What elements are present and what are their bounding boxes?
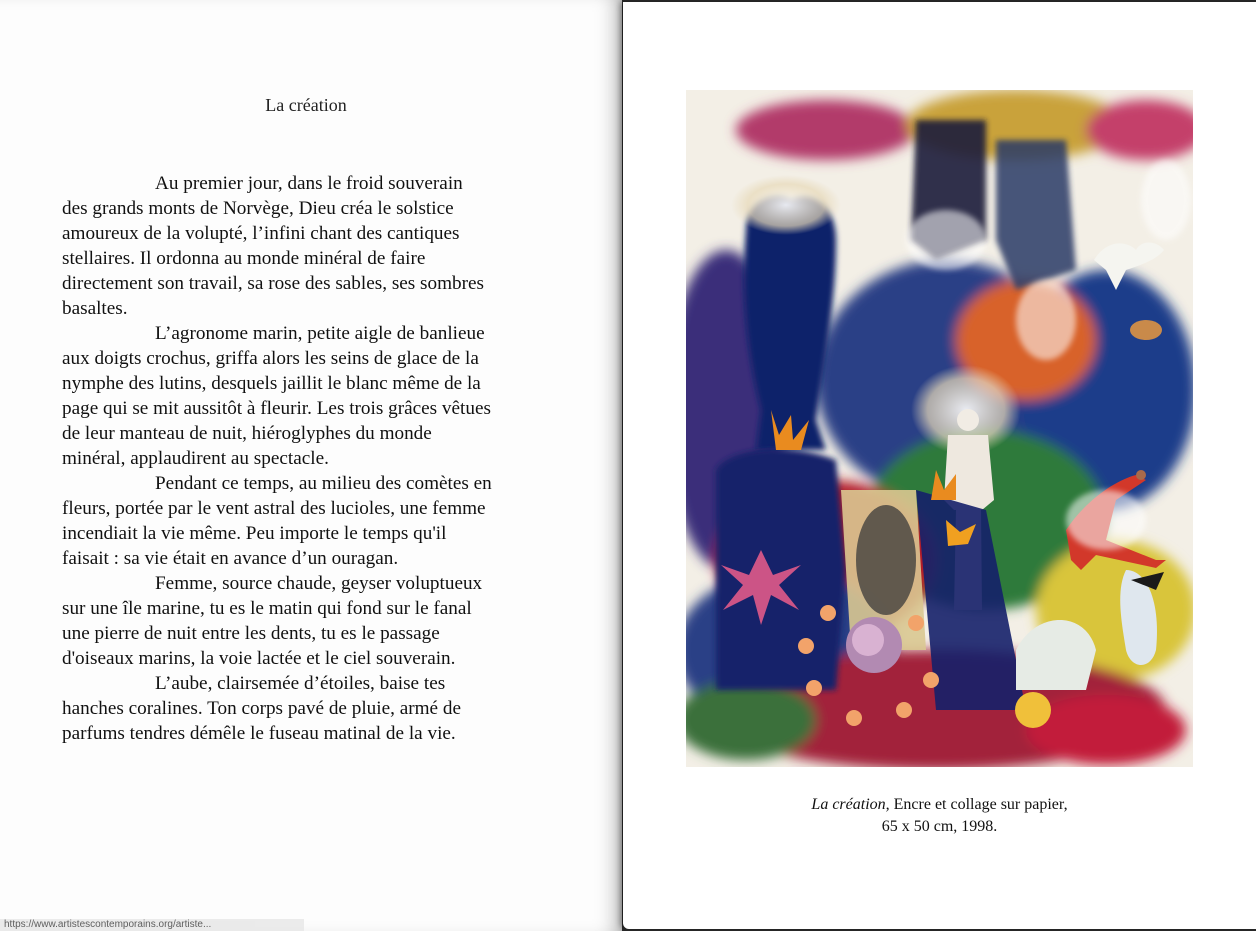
poem-stanza: Au premier jour, dans le froid souverain des grands monts de Norvège, Dieu créa le solstice amoureux de la volupté, l’infini chant des cantiques stellaires. Il ordonna au monde minéral de faire directement son travail, sa rose des sables, ses sombres basaltes. (62, 173, 485, 319)
artwork-caption (623, 794, 1256, 838)
caption-line-1 (623, 794, 1256, 816)
poem-stanza: L’agronome marin, petite aigle de banlieue aux doigts crochus, griffa alors les seins de glace de la nymphe des lutins, desquels jaillit le blanc même de la page qui se mit aussitôt à fleurir. Les trois grâces vêtues de leur manteau de nuit, hiéroglyphes du monde minéral, applaudirent au spectacle. (62, 323, 491, 469)
artwork-collage (686, 90, 1193, 767)
status-bar-url: https://www.artistescontemporains.org/artiste... (0, 919, 304, 931)
poem-stanza: L’aube, clairsemée d’étoiles, baise tes hanches coralines. Ton corps pavé de pluie, armé de parfums tendres démêle le fuseau matinal de la vie. (62, 673, 461, 744)
caption-medium: Encre et collage sur papier, (889, 796, 1068, 813)
poem-body (62, 171, 582, 746)
caption-line-2: 65 x 50 cm, 1998. (881, 818, 998, 835)
poem-stanza: Pendant ce temps, au milieu des comètes en fleurs, portée par le vent astral des lucioles, une femme incendiait la vie même. Peu importe le temps qu'il faisait : sa vie était en avance d’un ouragan. (62, 473, 492, 569)
poem-stanza: Femme, source chaude, geyser voluptueux sur une île marine, tu es le matin qui fond sur le fanal une pierre de nuit entre les dents, tu es le passage d'oiseaux marins, la voie lactée et le ciel souverain. (62, 573, 483, 669)
artwork-image (686, 90, 1193, 767)
right-page (623, 2, 1256, 929)
poem-title: La création (265, 95, 347, 115)
caption-title: La création, (811, 796, 890, 813)
left-page (0, 0, 622, 931)
